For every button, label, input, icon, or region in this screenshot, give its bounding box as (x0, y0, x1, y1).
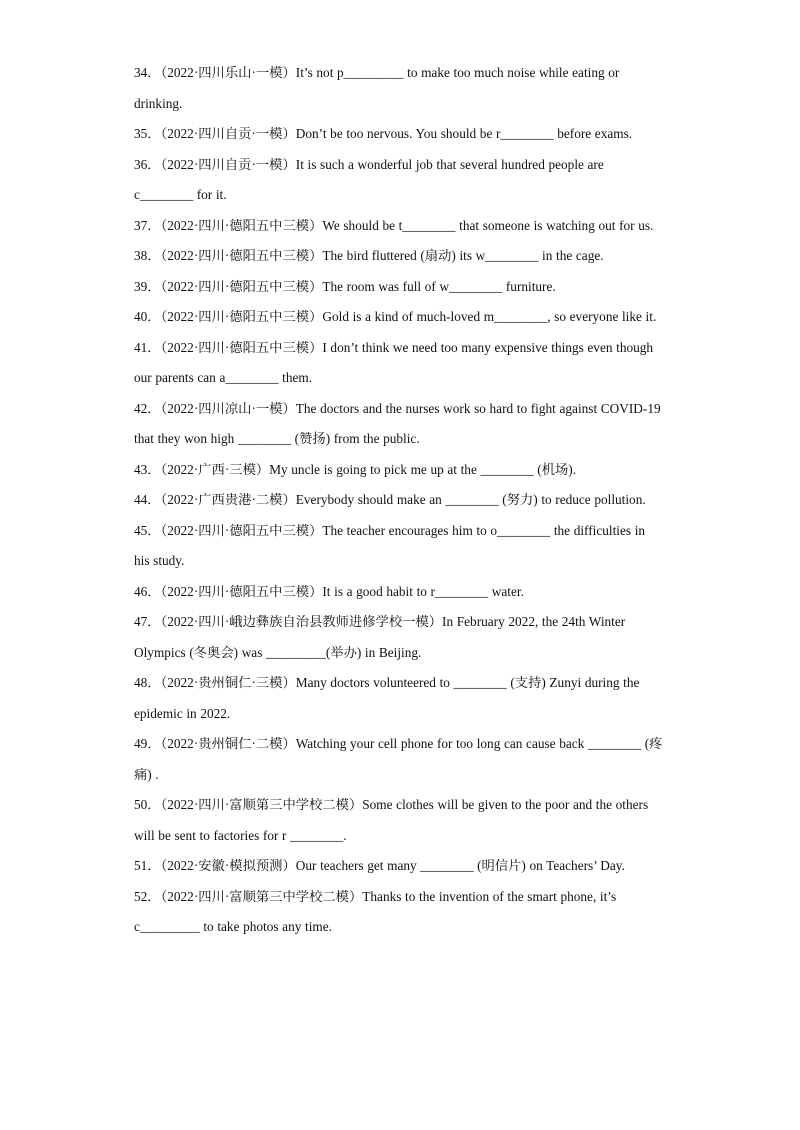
question-source: （2022·四川·峨边彝族自治县教师进修学校一模） (160, 614, 443, 629)
question-number: 51． (134, 858, 161, 873)
question-number: 42． (134, 400, 161, 416)
question-source: （2022·四川·富顺第三中学校二模） (160, 797, 363, 812)
question-source: （2022·安徽·模拟预测） (160, 858, 296, 873)
question-item (134, 729, 664, 790)
question-source: （2022·四川·富顺第三中学校二模） (160, 888, 363, 904)
question-text: Thanks to the invention of the smart phone, it’s c_________ to take photos any time. (134, 888, 617, 934)
question-list (134, 58, 664, 943)
question-item (134, 668, 664, 729)
question-item (134, 333, 664, 394)
question-number: 47． (134, 614, 161, 629)
question-source: （2022·广西贵港·二模） (160, 492, 296, 507)
question-text: My uncle is going to pick me up at the ________ (机场). (269, 461, 577, 477)
question-item (134, 241, 664, 272)
question-source: （2022·四川·德阳五中三模） (160, 278, 323, 294)
question-source: （2022·广西·三模） (160, 461, 270, 477)
question-text: It is a good habit to r________ water. (322, 583, 524, 599)
question-number: 45． (134, 522, 161, 538)
question-text: The doctors and the nurses work so hard to fight against COVID-19 that they won high ________ (赞扬) from the public. (134, 400, 661, 446)
question-item (134, 211, 664, 242)
question-text: The teacher encourages him to o________ the difficulties in his study. (134, 522, 646, 568)
question-text: Many doctors volunteered to ________ (支持) Zunyi during the epidemic in 2022. (134, 675, 640, 721)
question-text: Don’t be too nervous. You should be r________ before exams. (295, 126, 633, 141)
question-item (134, 150, 664, 211)
question-item (134, 607, 664, 668)
question-item (134, 516, 664, 577)
question-number: 38． (134, 248, 161, 263)
question-item (134, 577, 664, 608)
question-source: （2022·四川自贡·一模） (160, 126, 296, 141)
question-number: 39． (134, 278, 161, 294)
question-number: 44． (134, 492, 161, 507)
question-number: 50． (134, 797, 161, 812)
question-source: （2022·贵州铜仁·二模） (160, 736, 296, 751)
question-text: Our teachers get many ________ (明信片) on Teachers’ Day. (295, 858, 625, 873)
question-text: We should be t________ that someone is watching out for us. (322, 217, 654, 233)
question-number: 46． (134, 583, 161, 599)
question-item (134, 455, 664, 486)
question-number: 52． (134, 888, 161, 904)
question-item (134, 790, 664, 851)
question-text: Some clothes will be given to the poor and the others will be sent to factories for r ________. (134, 797, 649, 843)
question-source: （2022·四川乐山·一模） (160, 65, 296, 80)
question-number: 40． (134, 309, 161, 324)
question-text: It is such a wonderful job that several hundred people are c________ for it. (134, 156, 604, 202)
question-source: （2022·四川凉山·一模） (160, 400, 296, 416)
question-number: 41． (134, 339, 161, 355)
question-text: Everybody should make an ________ (努力) to reduce pollution. (295, 492, 646, 507)
question-text: In February 2022, the 24th Winter Olympics (冬奥会) was _________(举办) in Beijing. (134, 614, 626, 660)
question-item (134, 302, 664, 333)
question-item (134, 58, 664, 119)
question-source: （2022·贵州铜仁·三模） (160, 675, 296, 690)
question-text: I don’t think we need too many expensive things even though our parents can a________ them. (134, 339, 654, 385)
question-item (134, 394, 664, 455)
question-text: The bird fluttered (扇动) its w________ in the cage. (322, 248, 604, 263)
question-number: 37． (134, 217, 161, 233)
question-source: （2022·四川·德阳五中三模） (160, 522, 323, 538)
question-number: 43． (134, 461, 161, 477)
question-source: （2022·四川·德阳五中三模） (160, 309, 323, 324)
question-source: （2022·四川·德阳五中三模） (160, 339, 323, 355)
question-item (134, 119, 664, 150)
question-item (134, 882, 664, 943)
question-text: It’s not p_________ to make too much noise while eating or drinking. (134, 65, 620, 111)
question-number: 35． (134, 126, 161, 141)
question-item (134, 272, 664, 303)
question-source: （2022·四川·德阳五中三模） (160, 248, 323, 263)
question-text: Watching your cell phone for too long can cause back ________ (疼痛) . (134, 736, 663, 782)
question-text: The room was full of w________ furniture. (322, 278, 556, 294)
question-item (134, 485, 664, 516)
question-item (134, 851, 664, 882)
question-number: 48． (134, 675, 161, 690)
question-number: 34． (134, 65, 161, 80)
question-source: （2022·四川·德阳五中三模） (160, 583, 323, 599)
question-source: （2022·四川·德阳五中三模） (160, 217, 323, 233)
question-text: Gold is a kind of much-loved m________, so everyone like it. (322, 309, 657, 324)
question-number: 49． (134, 736, 161, 751)
question-source: （2022·四川自贡·一模） (160, 156, 296, 172)
question-number: 36． (134, 156, 161, 172)
